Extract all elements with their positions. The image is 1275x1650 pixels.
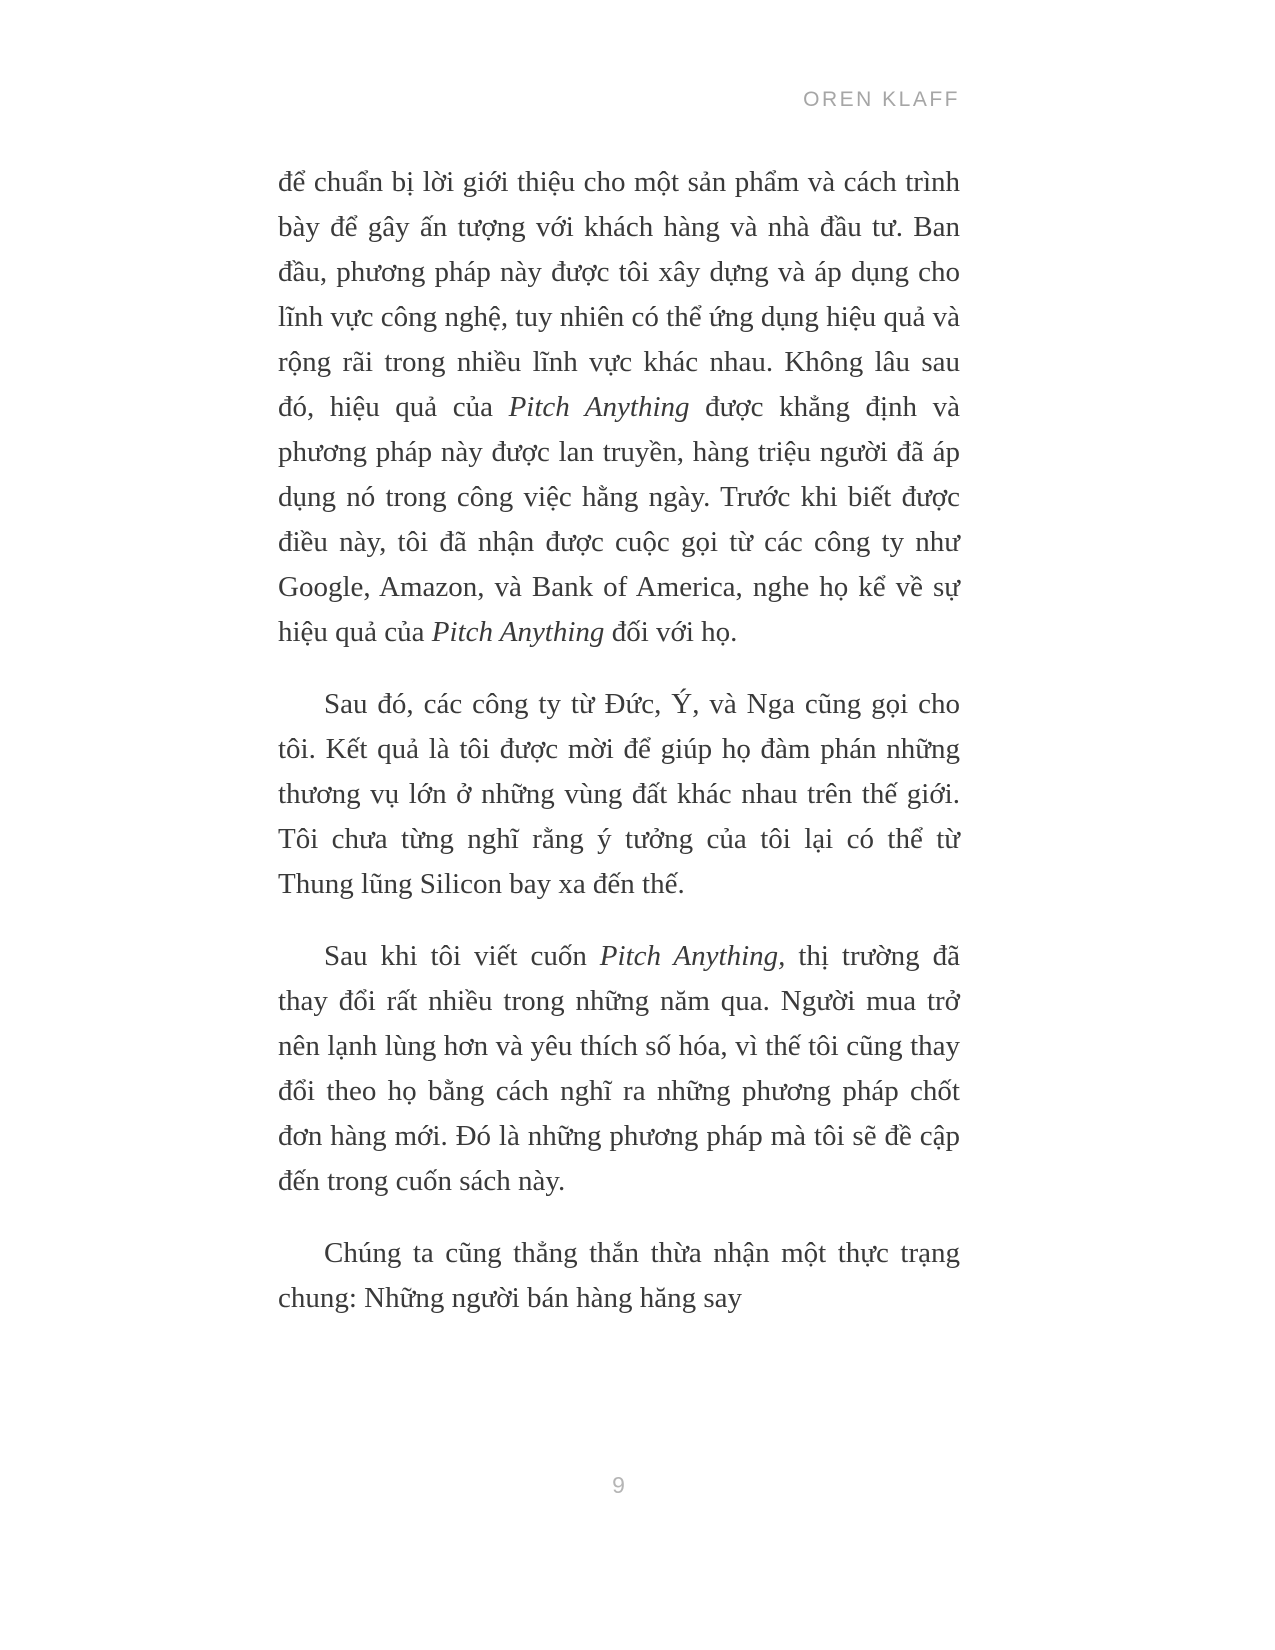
text-run: được khẳng định và phương pháp này được lan truyền, hàng triệu người đã áp dụng nó trong công việc hằng ngày. Trước khi biết được điều này, tôi đã nhận được cuộc gọi từ các công ty như Google, Amazon, và Bank of America, nghe họ kể về sự hiệu quả của bbox=[278, 391, 960, 648]
paragraph bbox=[278, 682, 960, 907]
paragraph bbox=[278, 160, 960, 655]
body-text bbox=[278, 160, 960, 1321]
paragraph bbox=[278, 934, 960, 1204]
page-number: 9 bbox=[612, 1472, 626, 1498]
running-header-author: OREN KLAFF bbox=[803, 88, 960, 111]
book-title-italic: Pitch Anything bbox=[431, 616, 605, 648]
text-run: thị trường đã thay đổi rất nhiều trong những năm qua. Người mua trở nên lạnh lùng hơn và yêu thích số hóa, vì thế tôi cũng thay đổi theo họ bằng cách nghĩ ra những phương pháp chốt đơn hàng mới. Đó là những phương pháp mà tôi sẽ đề cập đến trong cuốn sách này. bbox=[278, 940, 960, 1197]
page-header bbox=[278, 88, 960, 112]
text-run: Sau đó, các công ty từ Đức, Ý, và Nga cũng gọi cho tôi. Kết quả là tôi được mời để giúp họ đàm phán những thương vụ lớn ở những vùng đất khác nhau trên thế giới. Tôi chưa từng nghĩ rằng ý tưởng của tôi lại có thể từ Thung lũng Silicon bay xa đến thế. bbox=[278, 688, 960, 900]
text-run: đối với họ. bbox=[604, 616, 738, 648]
text-run: Chúng ta cũng thẳng thắn thừa nhận một thực trạng chung: Những người bán hàng hăng say bbox=[278, 1237, 960, 1314]
text-run: Sau khi tôi viết cuốn bbox=[324, 940, 600, 972]
text-run: để chuẩn bị lời giới thiệu cho một sản phẩm và cách trình bày để gây ấn tượng với khách hàng và nhà đầu tư. Ban đầu, phương pháp này được tôi xây dựng và áp dụng cho lĩnh vực công nghệ, tuy nhiên có thể ứng dụng hiệu quả và rộng rãi trong nhiều lĩnh vực khác nhau. Không lâu sau đó, hiệu quả của bbox=[278, 166, 960, 423]
page-footer bbox=[278, 1472, 960, 1499]
book-title-italic: Pitch Anything, bbox=[599, 940, 786, 972]
book-title-italic: Pitch Anything bbox=[508, 391, 690, 423]
paragraph bbox=[278, 1231, 960, 1321]
